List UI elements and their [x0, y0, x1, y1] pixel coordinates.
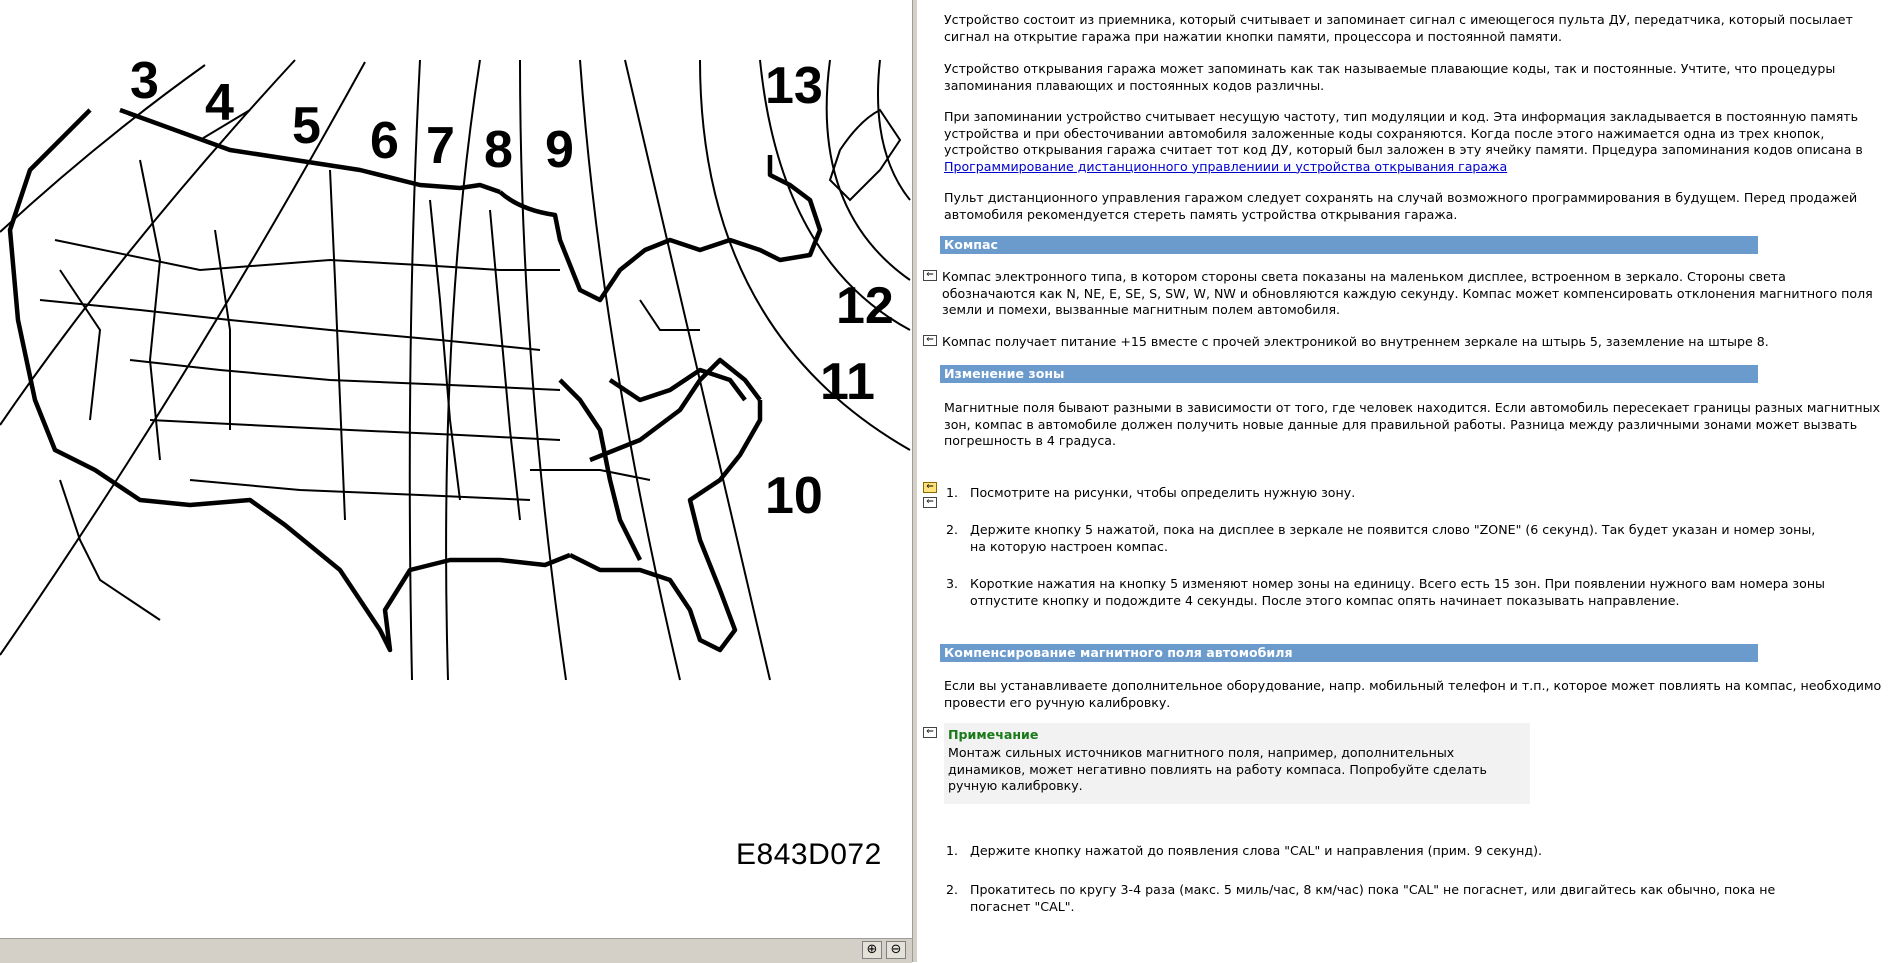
zone-line [0, 65, 205, 232]
zone-line [0, 60, 295, 425]
zone-line [410, 60, 420, 680]
zone-label-7: 7 [426, 117, 455, 175]
note-text: Монтаж сильных источников магнитного поля, например, дополнительных динамиков, может негативно повлиять на работу компаса. Попробуйте сделать ручную калибровку. [948, 745, 1487, 793]
state-borders [330, 170, 345, 520]
state-borders [530, 470, 650, 480]
zone-label-12: 12 [836, 277, 894, 335]
zone-line [580, 60, 680, 680]
zoom-out-icon: ⊖ [890, 942, 902, 957]
image-code-label: E843D072 [736, 838, 882, 871]
note-box [944, 723, 1530, 804]
calibration-paragraph-1: Если вы устанавливаете дополнительное оборудование, напр. мобильный телефон и т.п., которое может повлиять на компас, необходимо провести его ручную калибровку. [944, 678, 1882, 710]
zone-label-9: 9 [545, 121, 574, 179]
state-borders [130, 360, 560, 390]
calib-step-2: Прокатитесь по кругу 3-4 раза (макс. 5 миль/час, 8 км/час) пока "CAL" не погаснет, или двигайтесь как обычно, пока не погаснет "CAL". [970, 882, 1776, 914]
state-borders [55, 240, 560, 270]
reference-icon[interactable]: ⇐ [923, 497, 937, 508]
calib-step-2-number: 2. [946, 882, 959, 897]
intro-paragraph-4: Пульт дистанционного управления гаражом следует сохранять на случай возможного программирования в будущем. Перед продажей автомобиля рекомендуется стереть память устройства открывания гаража. [944, 190, 1858, 222]
zone-label-5: 5 [292, 97, 321, 155]
note-title: Примечание [948, 727, 1039, 742]
document-pane [918, 0, 1892, 962]
zone-step-1: Посмотрите на рисунки, чтобы определить нужную зону. [970, 485, 1356, 500]
state-borders [40, 300, 540, 350]
zoom-out-button[interactable] [886, 941, 906, 959]
zone-map-pane [0, 0, 912, 938]
reference-icon[interactable]: ⇐ [923, 727, 937, 738]
zone-step-1-number: 1. [946, 485, 959, 500]
section-header-zone-change: Изменение зоны [940, 365, 1758, 383]
calib-step-1: Держите кнопку нажатой до появления слова "CAL" и направления (прим. 9 секунд). [970, 843, 1543, 858]
us-southeast-coast [590, 360, 760, 460]
us-east-region [610, 370, 745, 400]
intro-paragraph-3 [944, 109, 1884, 175]
state-borders [215, 230, 230, 430]
zone-label-8: 8 [484, 121, 513, 179]
compass-paragraph-1: Компас электронного типа, в котором стороны света показаны на маленьком дисплее, встроенном в зеркало. Стороны света обозначаются как N, NE, E, SE, S, SW, W, NW и обновляются каждую секунду. Компас может компенсировать отклонения магнитного поля земли и помехи, вызванные магнитным полем автомобиля. [942, 269, 1873, 317]
compass-paragraph-2: Компас получает питание +15 вместе с прочей электроникой во внутреннем зеркале на штырь 5, заземление на штыре 8. [942, 334, 1769, 349]
canada-coast [830, 110, 900, 200]
zone-step-3-number: 3. [946, 576, 959, 591]
section-header-compass: Компас [940, 236, 1758, 254]
zone-label-13: 13 [765, 57, 823, 115]
zone-step-2: Держите кнопку 5 нажатой, пока на дисплее в зеркале не появится слово "ZONE" (6 секунд). Так будет указан и номер зоны, на которую настроен компас. [970, 522, 1816, 554]
section-header-calibration: Компенсирование магнитного поля автомобиля [940, 644, 1758, 662]
reference-icon[interactable]: ⇐ [923, 270, 937, 281]
state-borders [640, 300, 700, 330]
image-status-strip [0, 938, 912, 963]
zone-step-3: Короткие нажатия на кнопку 5 изменяют номер зоны на единицу. Всего есть 15 зон. При появлении нужного вам номера зоны отпустите кнопку и подождите 4 секунды. После этого компас опять начинает показывать направление. [970, 576, 1825, 608]
state-borders [490, 210, 520, 520]
intro-paragraph-2: Устройство открывания гаража может запоминать как так называемые плавающие коды, так и постоянные. Учтите, что процедуры запоминания плавающих и постоянных кодов различны. [944, 61, 1836, 93]
zone-line [827, 60, 910, 280]
state-borders [190, 480, 530, 500]
zone-label-3: 3 [130, 52, 159, 110]
reference-icon[interactable]: ⇐ [923, 335, 937, 346]
intro-paragraph-3-text: При запоминании устройство считывает несущую частоту, тип модуляции и код. Эта информация закладывается в постоянную память устройства и при обесточивании автомобиля заложенные коды сохраняются. Когда после этого нажимается одна из трех кнопок, устройство открывания гаража считает тот код ДУ, который был заложен в эту ячейку памяти. Прцедура запоминания кодов описана в [944, 109, 1863, 157]
zone-step-2-number: 2. [946, 522, 959, 537]
zoom-in-button[interactable] [862, 941, 882, 959]
state-borders [150, 420, 560, 440]
us-compass-zone-map [0, 0, 912, 938]
zone-label-11: 11 [820, 353, 875, 411]
zone-label-4: 4 [205, 74, 234, 132]
zone-label-10: 10 [765, 467, 823, 525]
zoom-in-icon: ⊕ [866, 942, 878, 957]
intro-paragraph-1: Устройство состоит из приемника, который считывает и запоминает сигнал с имеющегося пульта ДУ, передатчика, который посылает сигнал на открытие гаража при нажатии кнопки памяти, процессора и постоянной памяти. [944, 12, 1853, 44]
programming-link[interactable]: Программирование дистанционного управлениии и устройства открывания гаража [944, 158, 1508, 174]
calib-step-1-number: 1. [946, 843, 959, 858]
reference-icon-active[interactable]: ⇐ [923, 482, 937, 493]
zone-label-6: 6 [370, 112, 399, 170]
zone-paragraph-1: Магнитные поля бывают разными в зависимости от того, где человек находится. Если автомобиль пересекает границы разных магнитных зон, компас в автомобиле должен получить новые данные для правильной работы. Разница между различными зонами может вызвать погрешность в 4 градуса. [944, 400, 1881, 448]
state-borders [60, 270, 100, 420]
state-borders [430, 200, 460, 500]
